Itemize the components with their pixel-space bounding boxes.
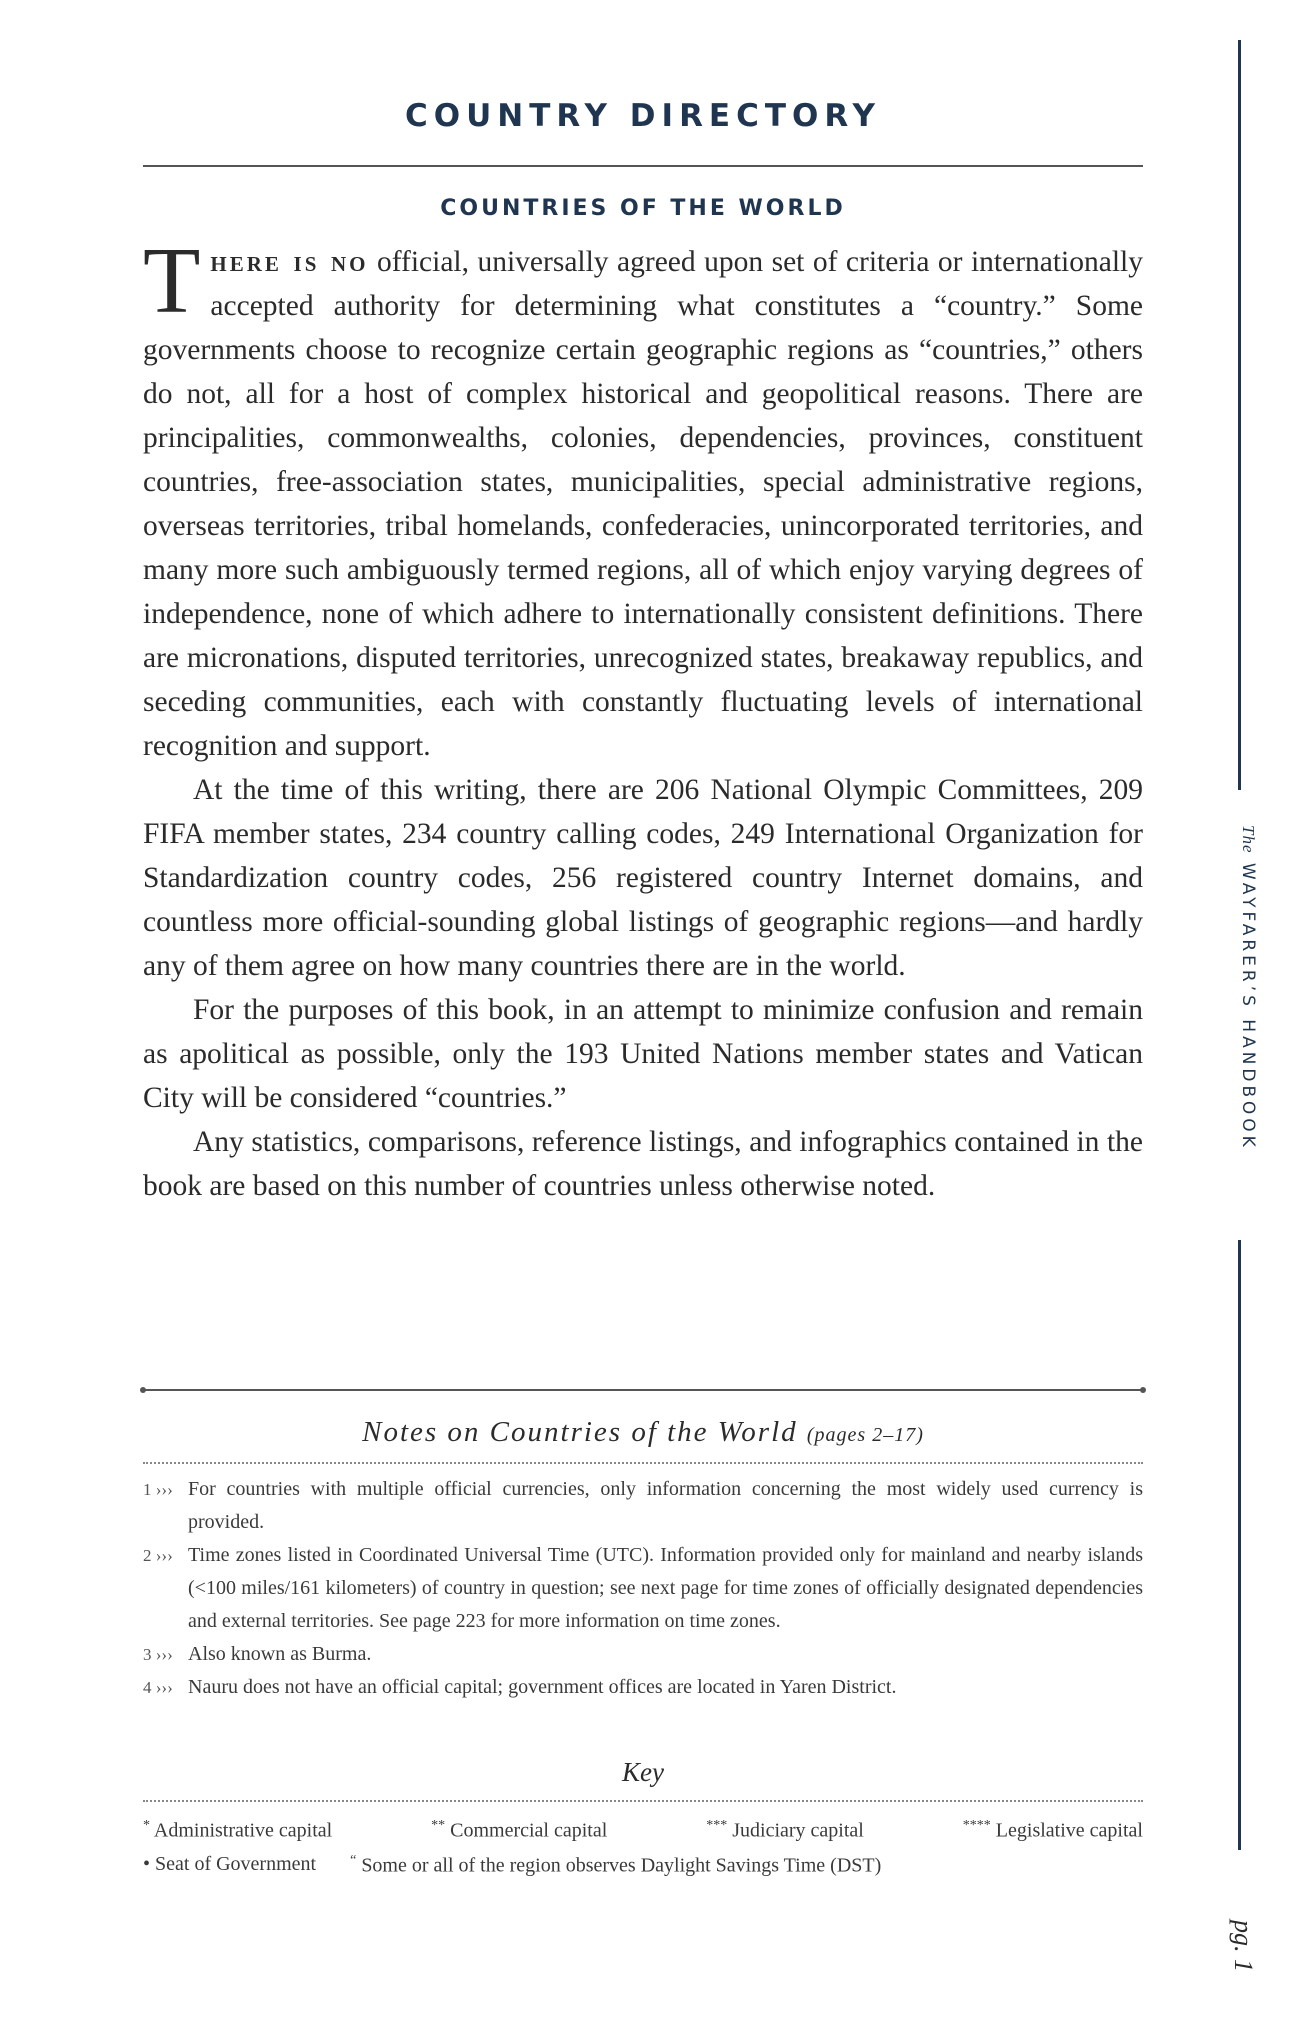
section-title: COUNTRIES OF THE WORLD	[440, 196, 846, 221]
notes-pages: (pages 2–17)	[806, 1424, 924, 1446]
note-number: 4 ›››	[143, 1678, 173, 1697]
note-text: Nauru does not have an official capital; government offices are located in Yaren District.	[188, 1676, 897, 1698]
key-row-2	[143, 1853, 1143, 1878]
note-item	[143, 1638, 1143, 1671]
drop-cap: T	[143, 229, 201, 333]
paragraph-1	[143, 229, 1143, 768]
notes-divider	[143, 1389, 1143, 1391]
notes-dotted-divider	[143, 1462, 1143, 1464]
key-row-1	[143, 1818, 1143, 1843]
paragraph-1-text: official, universally agreed upon set of criteria or internationally accepted authority for determining what constitutes a “country.” Some governments choose to recognize certain geographic regions as “countries,” others do not, all for a host of complex historical and geopolitical reasons. There are principalities, commonwealths, colonies, dependencies, provinces, constituent countries, free-association states, municipalities, special administrative regions, overseas territories, tribal homelands, confederacies, unincorporated territories, and many more such ambiguously termed regions, all of which enjoy varying degrees of independence, none of which adhere to internationally consistent definitions. There are micronations, disputed territories, unrecognized states, breakaway republics, and seceding communities, each with constantly fluctuating levels of international recognition and support.	[143, 246, 1143, 762]
key-item: * Administrative capital	[143, 1818, 333, 1842]
key-item: *** Judiciary capital	[706, 1818, 864, 1842]
note-number: 3 ›››	[143, 1645, 173, 1664]
note-item	[143, 1671, 1143, 1704]
key-item: “ Some or all of the region observes Daylight Savings Time (DST)	[350, 1853, 882, 1877]
page-number: pg. 1	[1229, 1920, 1258, 1972]
side-rule-bottom	[1238, 1240, 1241, 1850]
key-item: ** Commercial capital	[431, 1818, 608, 1842]
key-item: **** Legislative capital	[962, 1818, 1143, 1842]
page-title: COUNTRY DIRECTORY	[405, 98, 881, 134]
body-text	[143, 229, 1143, 1208]
paragraph-4: Any statistics, comparisons, reference listings, and infographics contained in the book are based on this number of countries unless otherwise noted.	[143, 1126, 1143, 1202]
key-dotted-divider	[143, 1800, 1143, 1802]
side-rule-top	[1238, 40, 1241, 790]
note-number: 1 ›››	[143, 1480, 173, 1499]
note-item	[143, 1473, 1143, 1539]
paragraph-3: For the purposes of this book, in an attempt to minimize confusion and remain as apolitical as possible, only the 193 United Nations member states and Vatican City will be considered “countries.”	[143, 994, 1143, 1114]
notes-list	[143, 1473, 1143, 1704]
book-title	[1218, 825, 1258, 1225]
notes-title	[143, 1416, 1143, 1449]
note-item	[143, 1539, 1143, 1638]
book-title-article: The	[1239, 825, 1258, 854]
note-text: Also known as Burma.	[188, 1643, 372, 1665]
note-text: Time zones listed in Coordinated Universal Time (UTC). Information provided only for mainland and nearby islands (<100 miles/161 kilometers) of country in question; see next page for time zones of officially designated dependencies and external territories. See page 223 for more information on time zones.	[188, 1544, 1143, 1632]
paragraph-2: At the time of this writing, there are 206 National Olympic Committees, 209 FIFA member states, 234 country calling codes, 249 International Organization for Standardization country codes, 256 registered country Internet domains, and countless more official-sounding global listings of geographic regions—and hardly any of them agree on how many countries there are in the world.	[143, 774, 1143, 982]
lead-smallcaps: here is no	[210, 245, 369, 278]
note-text: For countries with multiple official currencies, only information concerning the most widely used currency is provided.	[188, 1478, 1143, 1533]
book-title-main: WAYFARER’S HANDBOOK	[1238, 862, 1258, 1151]
key-title: Key	[622, 1757, 664, 1787]
note-number: 2 ›››	[143, 1546, 173, 1565]
key-item: • Seat of Government	[143, 1853, 317, 1875]
header-divider	[143, 165, 1143, 167]
notes-title-text: Notes on Countries of the World	[362, 1416, 798, 1448]
